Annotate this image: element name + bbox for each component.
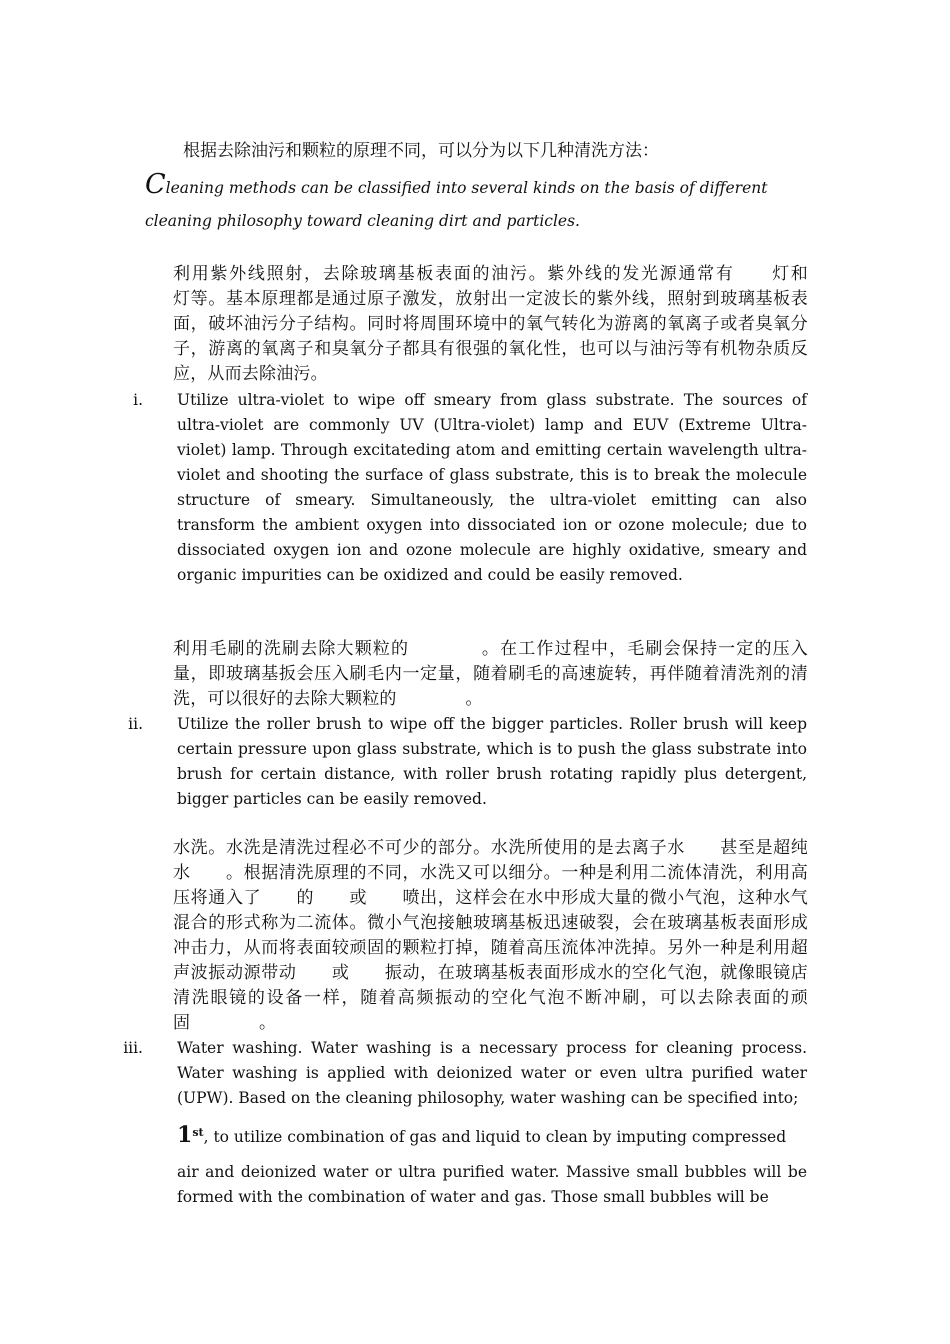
section-1-english: Utilize ultra-violet to wipe off smeary from glass substrate. The sources of ultra-violet are commonly UV (Ultra-violet) lamp and EUV (Extreme Ultra-violet) lamp. Through excitateding atom and emitting certain wavelength ultra-violet and shooting the surface of glass substrate, this is to break the molecule structure of smeary. Simultaneously, the ultra-violet emitting can also transform the ambient oxygen into dissociated ion or ozone molecule; due to dissociated oxygen ion and ozone molecule are highly oxidative, smeary and organic impurities can be oxidized and could be easily removed. — [177, 391, 807, 584]
ordinal-number: 1 — [177, 1122, 193, 1149]
intro-english-text: leaning methods can be classified into several kinds on the basis of different cleaning philosophy toward cleaning dirt and particles. — [145, 179, 768, 230]
first-method-continuation: air and deionized water or ultra purified water. Massive small bubbles will be formed with the combination of water and gas. Those small bubbles will be — [177, 1163, 807, 1206]
section-1-chinese: 利用紫外线照射，去除玻璃基板表面的油污。紫外线的发光源通常有 灯和 灯等。基本原理都是通过原子激发，放射出一定波长的紫外线，照射到玻璃基板表面，破坏油污分子结构。同时将周围环境中的氧气转化为游离的氧离子或者臭氧分子，游离的氧离子和臭氧分子都具有很强的氧化性，也可以与油污等有机物杂质反应，从而去除油污。 — [173, 264, 843, 384]
first-method-text: , to utilize combination of gas and liquid to clean by imputing compressed — [203, 1128, 787, 1147]
first-method-line — [177, 1120, 786, 1150]
ordinal-suffix: st — [192, 1126, 204, 1139]
section-2-english: Utilize the roller brush to wipe off the bigger particles. Roller brush will keep certain pressure upon glass substrate, which is to push the glass substrate into brush for certain distance, with roller brush rotating rapidly plus detergent, bigger particles can be easily removed. — [177, 715, 807, 808]
section-3-number: iii. — [123, 1039, 143, 1057]
drop-cap: C — [145, 169, 166, 200]
section-2-chinese: 利用毛刷的洗刷去除大颗粒的 。在工作过程中，毛刷会保持一定的压入量，即玻璃基扳会压入刷毛内一定量，随着刷毛的高速旋转，再伴随着清洗剂的清洗，可以很好的去除大颗粒的 。 — [173, 639, 808, 709]
section-3-english: Water washing. Water washing is a necessary process for cleaning process. Water washing is applied with deionized water or even ultra purified water (UPW). Based on the cleaning philosophy, water washing can be specified into; — [177, 1039, 807, 1107]
section-2-number: ii. — [128, 715, 143, 733]
intro-chinese: 根据去除油污和颗粒的原理不同，可以分为以下几种清洗方法： — [183, 141, 659, 161]
section-1-number: i. — [133, 391, 143, 409]
section-3-chinese: 水洗。水洗是清洗过程必不可少的部分。水洗所使用的是去离子水 甚至是超纯水 。根据清洗原理的不同，水洗又可以细分。一种是利用二流体清洗，利用高压将通入了 的 或 喷出，这样会在水中形成大量的微小气泡，这种水气混合的形式称为二流体。微小气泡接触玻璃基板迅速破裂，会在玻璃基板表面形成冲击力，从而将表面较顽固的颗粒打掉，随着高压流体冲洗掉。另外一种是利用超声波振动源带动 或 振动，在玻璃基板表面形成水的空化气泡，就像眼镜店清洗眼镜的设备一样，随着高频振动的空化气泡不断冲刷，可以去除表面的顽固 。 — [173, 838, 808, 1033]
intro-english — [145, 168, 808, 238]
